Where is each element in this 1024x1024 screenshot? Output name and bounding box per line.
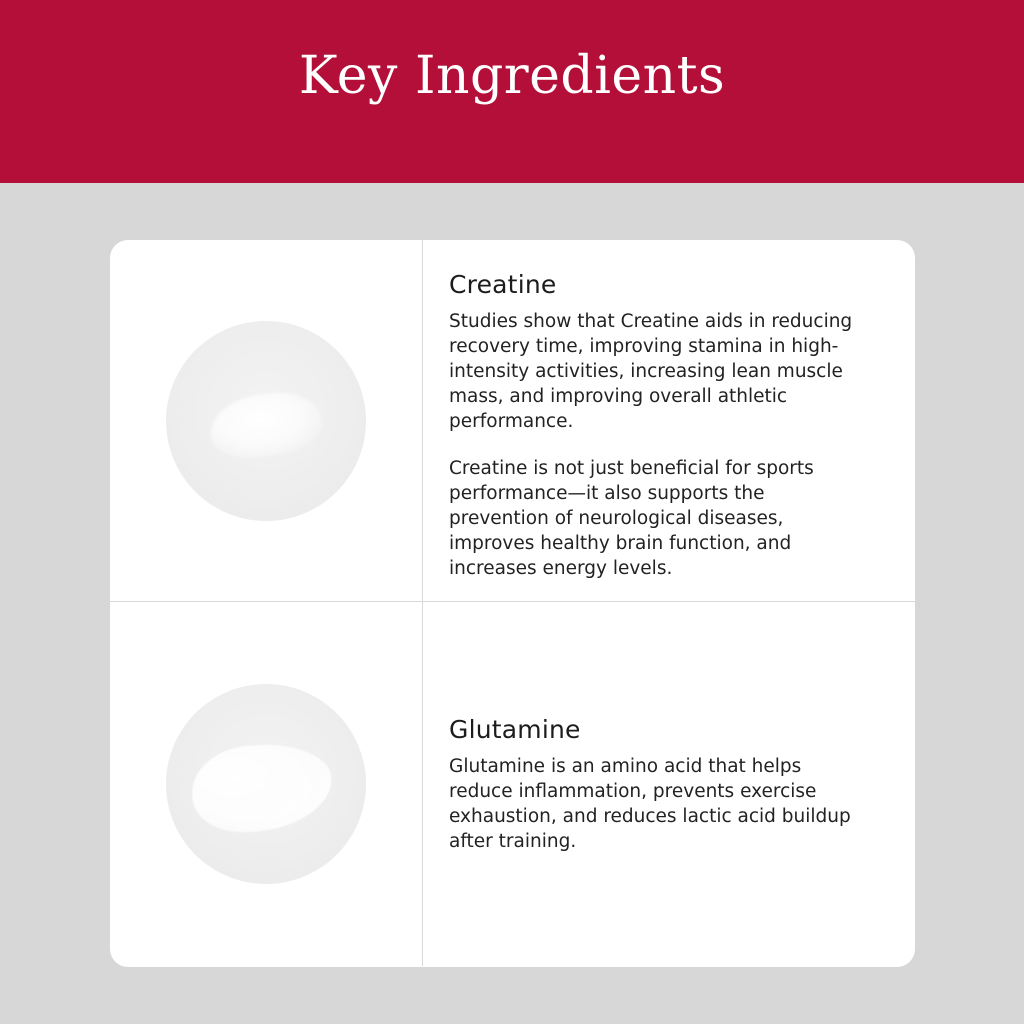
- ingredient-row-glutamine: [110, 602, 915, 966]
- ingredient-row-creatine: [110, 240, 915, 602]
- header-banner: [0, 0, 1024, 183]
- creatine-text-cell: [423, 240, 915, 601]
- glutamine-powder-image: [166, 684, 366, 884]
- glutamine-text-cell: [423, 602, 915, 966]
- ingredient-paragraph: Studies show that Creatine aids in reducing recovery time, improving stamina in high-intensity activities, increasing lean muscle mass, and improving overall athletic performance.: [449, 311, 853, 432]
- ingredient-paragraph: Creatine is not just beneficial for sports performance—it also supports the prevention of neurological diseases, improves healthy brain function, and increases energy levels.: [449, 458, 814, 579]
- ingredient-name-glutamine: Glutamine: [449, 714, 581, 744]
- creatine-powder-image: [166, 321, 366, 521]
- ingredient-name-creatine: Creatine: [449, 270, 557, 299]
- glutamine-image-cell: [110, 602, 423, 966]
- ingredient-paragraph: Glutamine is an amino acid that helps reduce inflammation, prevents exercise exhaustion, and reduces lactic acid buildup after training.: [449, 755, 851, 852]
- page-title: Key Ingredients: [298, 46, 726, 107]
- ingredients-card: [110, 240, 915, 967]
- creatine-image-cell: [110, 240, 423, 601]
